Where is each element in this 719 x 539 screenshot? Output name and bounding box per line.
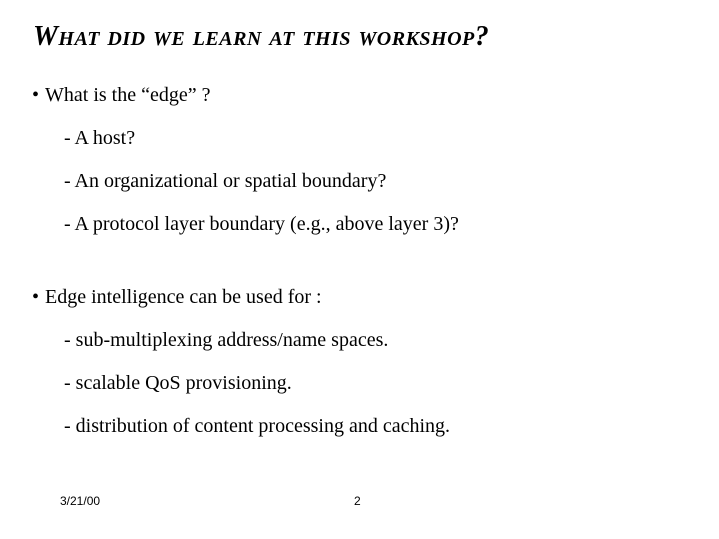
sub-item-qos: - scalable QoS provisioning. [64,372,292,394]
slide-title: What did we learn at this workshop? [33,21,490,52]
footer-page-number: 2 [354,494,361,508]
sub-item-boundary: - An organizational or spatial boundary? [64,170,387,192]
bullet-edge-intelligence [32,285,322,309]
sub-item-host: - A host? [64,127,136,149]
bullet-icon: • [32,84,40,106]
bullet-text: Edge intelligence can be used for : [45,286,322,308]
bullet-text: What is the “edge” ? [45,84,211,106]
footer-date: 3/21/00 [60,494,101,508]
sub-item-protocol-layer: - A protocol layer boundary (e.g., above layer 3)? [64,213,459,235]
bullet-icon: • [32,286,40,308]
sub-item-multiplexing: - sub-multiplexing address/name spaces. [64,329,389,351]
sub-item-content: - distribution of content processing and caching. [64,415,451,437]
bullet-what-is-edge [32,83,210,107]
